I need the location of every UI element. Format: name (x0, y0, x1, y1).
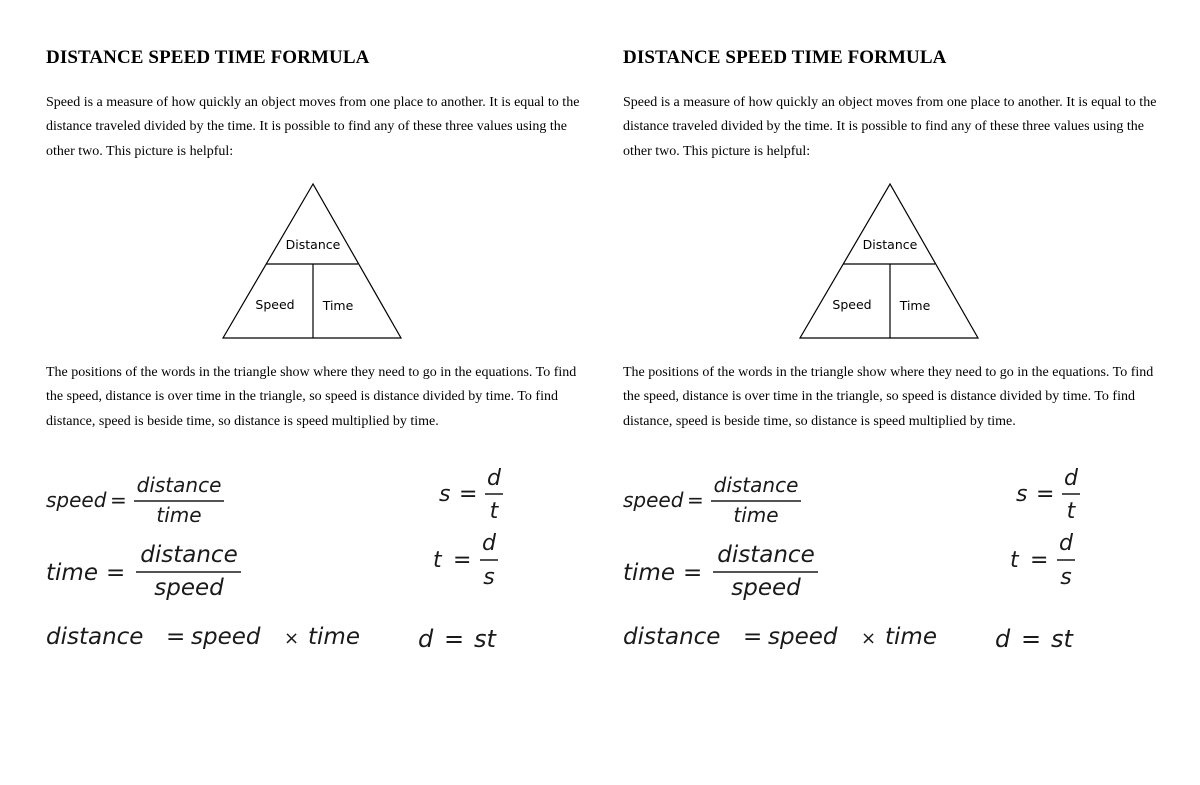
formula-lhs: t (1010, 548, 1019, 573)
formula-numerator: distance (717, 542, 815, 568)
formula-triangle-diagram (798, 182, 982, 342)
formula-numerator: d (482, 531, 496, 556)
multiply-sign: × (861, 628, 877, 649)
formula-denominator: t (489, 499, 499, 524)
formula-speed-symbol (439, 466, 503, 524)
formula-lhs: distance (46, 624, 144, 650)
formula-denominator: speed (154, 575, 224, 601)
formula-numerator: d (487, 466, 501, 491)
intro-paragraph: Speed is a measure of how quickly an object moves from one place to another. It is equal to the distance traveled divided by the time. It is possible to find any of these three values using the other two. This picture is helpful: (46, 95, 580, 159)
page-title: DISTANCE SPEED TIME FORMULA (46, 47, 370, 68)
formula-term2: time (885, 624, 937, 650)
formula-equals: = (444, 625, 465, 653)
formula-distance-word (46, 624, 360, 650)
formula-denominator: t (1066, 499, 1076, 524)
triangle-label-speed: Speed (832, 297, 872, 312)
formula-lhs: time (623, 560, 675, 586)
formula-equals: = (743, 624, 763, 650)
formula-block (46, 462, 586, 662)
triangle-label-distance: Distance (285, 237, 341, 252)
intro-paragraph: Speed is a measure of how quickly an object moves from one place to another. It is equal to the distance traveled divided by the time. It is possible to find any of these three values using the other two. This picture is helpful: (623, 95, 1157, 159)
formula-distance-word (623, 624, 937, 650)
formula-lhs: distance (623, 624, 721, 650)
multiply-sign: × (284, 628, 300, 649)
formula-equals: = (1036, 482, 1055, 507)
formula-equals: = (687, 488, 704, 512)
formula-speed-symbol (1016, 466, 1080, 524)
formula-numerator: distance (136, 473, 222, 497)
triangle-label-distance: Distance (862, 237, 918, 252)
triangle-outline (223, 184, 401, 338)
formula-time-word (46, 542, 241, 601)
explanation-paragraph: The positions of the words in the triangle show where they need to go in the equations. To find the speed, distance is over time in the triangle, so speed is distance divided by time. To find distance, speed is beside time, so distance is speed multiplied by time. (46, 365, 577, 429)
formula-denominator: time (156, 503, 202, 527)
formula-equals: = (459, 482, 478, 507)
worksheet-column-right (623, 0, 1163, 785)
formula-term1: speed (768, 624, 838, 650)
formula-lhs: time (46, 560, 98, 586)
formula-equals: = (106, 560, 126, 586)
formula-numerator: distance (713, 473, 799, 497)
formula-distance-symbol (418, 625, 498, 653)
formula-lhs: s (1016, 482, 1028, 507)
formula-time-symbol (1010, 531, 1075, 590)
formula-lhs: speed (46, 488, 107, 512)
formula-denominator: time (733, 503, 779, 527)
formula-equals: = (166, 624, 186, 650)
formula-equals: = (1030, 548, 1049, 573)
formula-numerator: d (1064, 466, 1078, 491)
formula-lhs: d (995, 625, 1011, 653)
page-title: DISTANCE SPEED TIME FORMULA (623, 47, 947, 68)
formula-term2: time (308, 624, 360, 650)
formula-time-symbol (433, 531, 498, 590)
triangle-label-time: Time (322, 298, 354, 313)
triangle-label-time: Time (899, 298, 931, 313)
formula-lhs: s (439, 482, 451, 507)
formula-lhs: d (418, 625, 434, 653)
formula-rhs: st (1051, 625, 1073, 653)
formula-speed-word (46, 473, 224, 527)
formula-denominator: s (483, 565, 495, 590)
formula-numerator: d (1059, 531, 1073, 556)
formula-triangle-diagram (221, 182, 405, 342)
formula-equals: = (1021, 625, 1042, 653)
formula-denominator: s (1060, 565, 1072, 590)
triangle-outline (800, 184, 978, 338)
formula-lhs: speed (623, 488, 684, 512)
triangle-label-speed: Speed (255, 297, 295, 312)
formula-speed-word (623, 473, 801, 527)
formula-rhs: st (474, 625, 496, 653)
formula-term1: speed (191, 624, 261, 650)
formula-denominator: speed (731, 575, 801, 601)
formula-distance-symbol (995, 625, 1075, 653)
formula-numerator: distance (140, 542, 238, 568)
formula-lhs: t (433, 548, 442, 573)
worksheet-column-left (46, 0, 586, 785)
explanation-paragraph: The positions of the words in the triangle show where they need to go in the equations. To find the speed, distance is over time in the triangle, so speed is distance divided by time. To find distance, speed is beside time, so distance is speed multiplied by time. (623, 365, 1154, 429)
formula-block (623, 462, 1163, 662)
formula-time-word (623, 542, 818, 601)
formula-equals: = (110, 488, 127, 512)
formula-equals: = (683, 560, 703, 586)
formula-equals: = (453, 548, 472, 573)
